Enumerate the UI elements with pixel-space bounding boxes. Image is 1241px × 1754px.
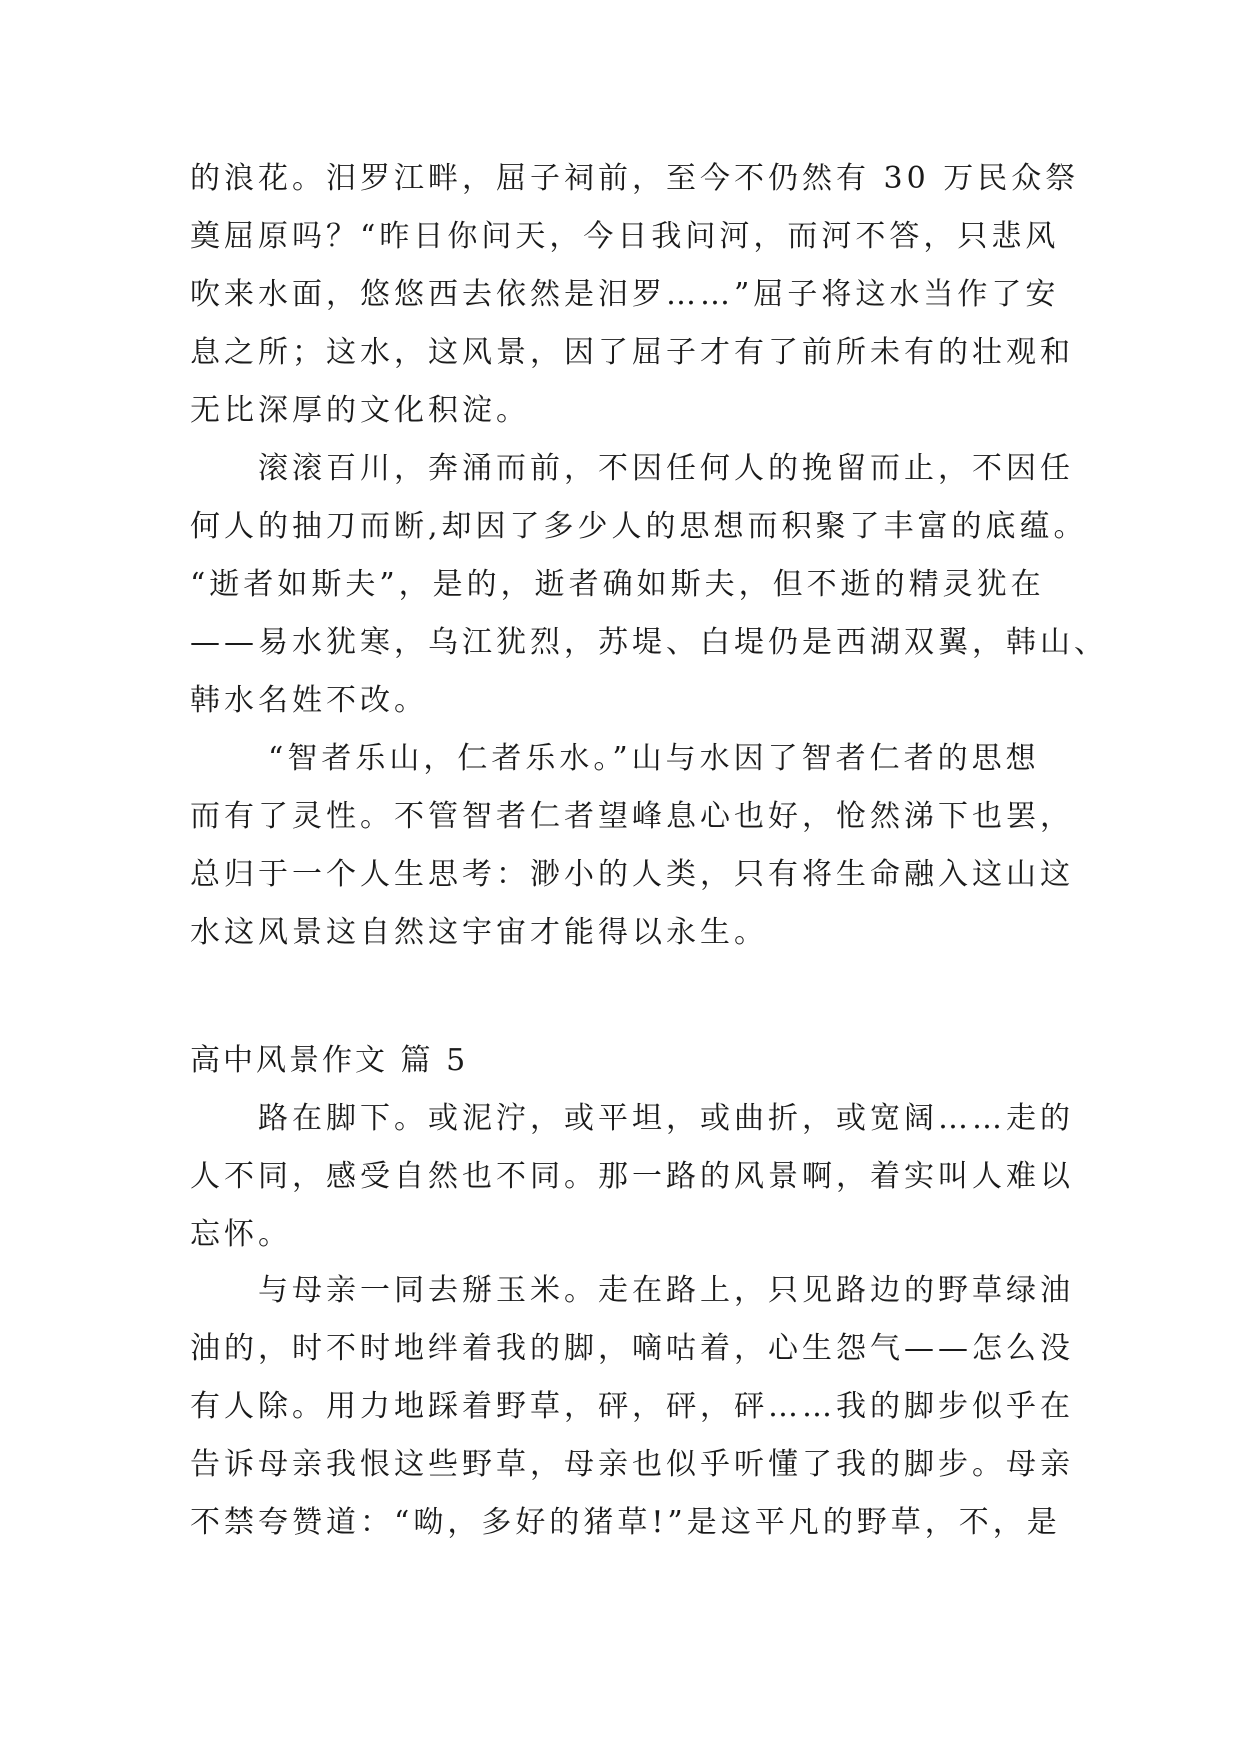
text-line: 有人除。用力地踩着野草，砰，砰，砰……我的脚步似乎在 (190, 1389, 1074, 1424)
text-line: 告诉母亲我恨这些野草，母亲也似乎听懂了我的脚步。母亲 (190, 1447, 1074, 1482)
text-line: 滚滚百川，奔涌而前，不因任何人的挽留而止，不因任 (258, 451, 1074, 486)
paragraph-mountains-water (190, 730, 1074, 962)
text-line: 人不同，感受自然也不同。那一路的风景啊，着实叫人难以 (190, 1159, 1074, 1194)
paragraph-rivers (190, 440, 1108, 730)
text-line: 息之所；这水，这风景，因了屈子才有了前所未有的壮观和 (190, 335, 1074, 370)
text-line: 的浪花。汨罗江畔，屈子祠前，至今不仍然有 30 万民众祭 (190, 161, 1080, 196)
text-line: 与母亲一同去掰玉米。走在路上，只见路边的野草绿油 (258, 1273, 1074, 1308)
paragraph-mother-corn (190, 1262, 1074, 1552)
text-line: 何人的抽刀而断,却因了多少人的思想而积聚了丰富的底蕴。 (190, 509, 1088, 544)
text-line: 油的，时不时地绊着我的脚，嘀咕着，心生怨气——怎么没 (190, 1331, 1074, 1366)
text-line: 总归于一个人生思考：渺小的人类，只有将生命融入这山这 (190, 857, 1074, 892)
text-line: 忘怀。 (190, 1217, 292, 1252)
section-heading: 高中风景作文 篇 5 (190, 1043, 469, 1078)
paragraph-road (190, 1090, 1074, 1264)
text-line: 无比深厚的文化积淀。 (190, 393, 530, 428)
paragraph-quyuan (190, 150, 1080, 440)
text-line: 而有了灵性。不管智者仁者望峰息心也好，怆然涕下也罢， (190, 799, 1074, 834)
text-line: ——易水犹寒，乌江犹烈，苏堤、白堤仍是西湖双翼，韩山、 (190, 625, 1108, 660)
text-line: “智者乐山，仁者乐水。”山与水因了智者仁者的思想 (268, 741, 1040, 776)
text-line: 韩水名姓不改。 (190, 683, 428, 718)
text-line: 路在脚下。或泥泞，或平坦，或曲折，或宽阔……走的 (258, 1101, 1074, 1136)
text-line: 不禁夸赞道：“呦，多好的猪草!”是这平凡的野草，不，是 (190, 1505, 1061, 1540)
text-line: 水这风景这自然这宇宙才能得以永生。 (190, 915, 768, 950)
text-line: 奠屈原吗？“昨日你问天，今日我问河，而河不答，只悲风 (190, 219, 1060, 254)
text-line: “逝者如斯夫”，是的，逝者确如斯夫，但不逝的精灵犹在 (190, 567, 1045, 602)
text-line: 吹来水面，悠悠西去依然是汨罗……”屈子将这水当作了安 (190, 277, 1060, 312)
